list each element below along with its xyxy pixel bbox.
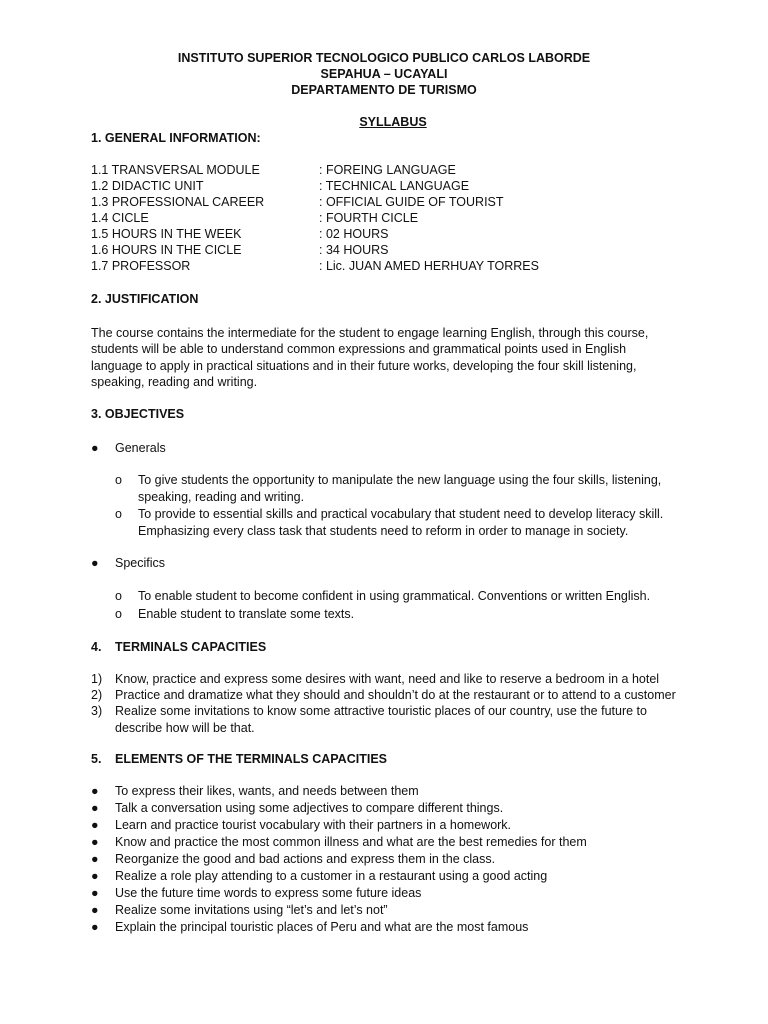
numbered-item <box>91 671 701 688</box>
list-item-label: Generals <box>115 441 166 455</box>
list-item-text: Explain the principal touristic places of Peru and what are the most famous <box>115 920 529 934</box>
sub-list-item <box>115 472 695 506</box>
bullet-icon: ● <box>91 886 99 900</box>
paragraph-line: speaking, reading and writing. <box>91 374 258 389</box>
bullet-icon: ● <box>91 784 99 798</box>
circle-bullet-icon: o <box>115 473 122 487</box>
item-number: 3) <box>91 704 103 718</box>
list-item-label: Specifics <box>115 556 166 570</box>
paragraph-line: students will be able to understand common expressions and grammatical points used in English <box>91 342 627 357</box>
info-value: : FOURTH CICLE <box>319 211 419 225</box>
bullet-icon: ● <box>91 441 99 455</box>
item-line: describe how will be that. <box>115 720 255 735</box>
section-title: TERMINALS CAPACITIES <box>115 640 267 654</box>
sub-item-line: To give students the opportunity to manipulate the new language using the four skills, listening, <box>138 473 662 487</box>
bullet-icon: ● <box>91 801 99 815</box>
section-heading-justification: 2. JUSTIFICATION <box>91 292 199 306</box>
bullet-icon: ● <box>91 903 99 917</box>
bullet-icon: ● <box>91 920 99 934</box>
list-item-text: Know and practice the most common illness and what are the best remedies for them <box>115 835 587 849</box>
info-label: 1.5 HOURS IN THE WEEK <box>91 227 242 241</box>
item-number: 1) <box>91 672 103 686</box>
sub-item-line: speaking, reading and writing. <box>138 490 305 504</box>
department: DEPARTAMENTO DE TURISMO <box>291 83 477 97</box>
sub-list-item <box>115 588 695 605</box>
bullet-icon: ● <box>91 556 99 570</box>
section-heading-terminal-capacities <box>91 640 266 654</box>
section-heading-elements <box>91 752 387 766</box>
bullet-icon: ● <box>91 818 99 832</box>
list-item-text: Talk a conversation using some adjectives to compare different things. <box>115 801 504 815</box>
justification-paragraph <box>91 325 691 390</box>
sub-item-line: Emphasizing every class task that students need to reform in order to manage in society. <box>138 524 629 538</box>
sub-item-line: To provide to essential skills and practical vocabulary that student need to develop literacy skill. <box>138 507 664 521</box>
list-item-text: Reorganize the good and bad actions and express them in the class. <box>115 852 496 866</box>
section-heading-general-information: 1. GENERAL INFORMATION: <box>91 131 261 145</box>
sub-item-line: Enable student to translate some texts. <box>138 607 355 621</box>
section-title: ELEMENTS OF THE TERMINALS CAPACITIES <box>115 752 387 766</box>
info-value: : TECHNICAL LANGUAGE <box>319 179 470 193</box>
info-label: 1.1 TRANSVERSAL MODULE <box>91 163 260 177</box>
info-value: : 02 HOURS <box>319 227 389 241</box>
institute-name: INSTITUTO SUPERIOR TECNOLOGICO PUBLICO CARLOS LABORDE <box>177 51 591 65</box>
circle-bullet-icon: o <box>115 589 122 603</box>
info-label: 1.6 HOURS IN THE CICLE <box>91 243 242 257</box>
circle-bullet-icon: o <box>115 507 122 521</box>
location: SEPAHUA – UCAYALI <box>320 67 448 81</box>
sub-item-line: To enable student to become confident in using grammatical. Conventions or written English. <box>138 589 651 603</box>
paragraph-line: language to apply in practical situations and in their future works, developing the four skill listening, <box>91 358 637 373</box>
numbered-item <box>91 687 701 704</box>
item-line: Realize some invitations to know some attractive touristic places of our country, use the future to <box>115 704 647 718</box>
bullet-icon: ● <box>91 869 99 883</box>
sub-list-item <box>115 606 695 623</box>
section-number: 4. <box>91 640 102 654</box>
paragraph-line: The course contains the intermediate for the student to engage learning English, through this course, <box>91 326 649 340</box>
info-value: : 34 HOURS <box>319 243 389 257</box>
section-heading-objectives: 3. OBJECTIVES <box>91 407 185 421</box>
info-label: 1.2 DIDACTIC UNIT <box>91 179 204 193</box>
document-title: SYLLABUS <box>359 115 427 129</box>
item-number: 2) <box>91 688 103 702</box>
info-label: 1.3 PROFESSIONAL CAREER <box>91 195 265 209</box>
list-item-text: Learn and practice tourist vocabulary with their partners in a homework. <box>115 818 512 832</box>
bullet-icon: ● <box>91 835 99 849</box>
numbered-item <box>91 703 701 736</box>
info-label: 1.4 CICLE <box>91 211 149 225</box>
bullet-icon: ● <box>91 852 99 866</box>
info-value: : OFFICIAL GUIDE OF TOURIST <box>319 195 504 209</box>
sub-list-item <box>115 506 695 540</box>
list-item-text: Use the future time words to express some future ideas <box>115 886 422 900</box>
list-item-text: Realize some invitations using “let’s and let’s not” <box>115 903 388 917</box>
list-item-text: Realize a role play attending to a customer in a restaurant using a good acting <box>115 869 548 883</box>
item-line: Practice and dramatize what they should and shouldn’t do at the restaurant or to attend to a customer <box>115 688 676 702</box>
info-label: 1.7 PROFESSOR <box>91 259 191 273</box>
circle-bullet-icon: o <box>115 607 122 621</box>
info-value: : FOREING LANGUAGE <box>319 163 456 177</box>
list-item-text: To express their likes, wants, and needs between them <box>115 784 419 798</box>
info-value: : Lic. JUAN AMED HERHUAY TORRES <box>319 259 539 273</box>
item-line: Know, practice and express some desires with want, need and like to reserve a bedroom in a hotel <box>115 672 660 686</box>
section-number: 5. <box>91 752 102 766</box>
